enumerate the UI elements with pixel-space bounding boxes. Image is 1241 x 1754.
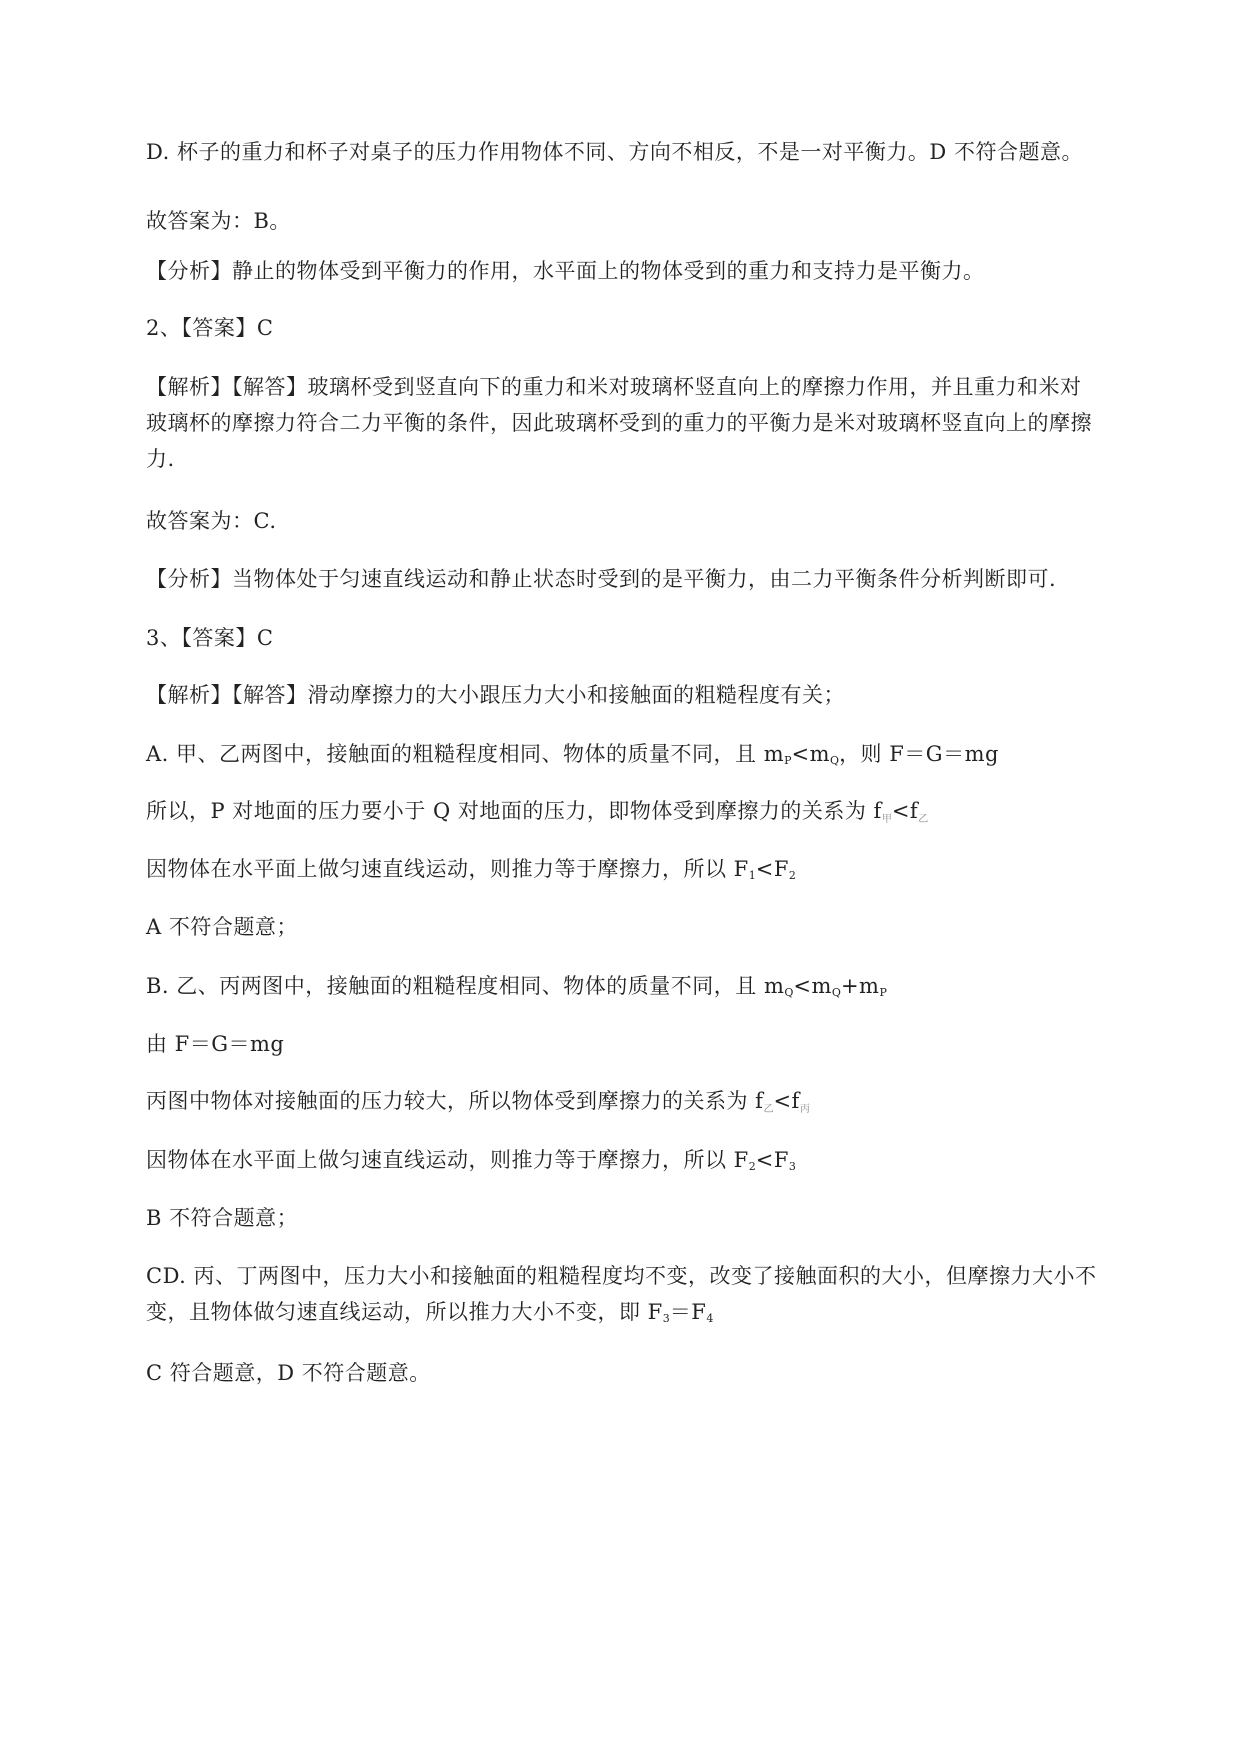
solution-q3-pressure-compare: 所以，P 对地面的压力要小于 Q 对地面的压力，即物体受到摩擦力的关系为 $f_甲<f_乙$ (146, 799, 929, 825)
solution-q3-force-compare-1: 因物体在水平面上做匀速直线运动，则推力等于摩擦力，所以 $F_1<F_2$ (146, 857, 796, 882)
solution-q3-intro: 【解析】【解答】滑动摩擦力的大小跟压力大小和接触面的粗糙程度有关； (146, 683, 845, 707)
solution-q2-line2: 玻璃杯的摩擦力符合二力平衡的条件，因此玻璃杯受到的重力的平衡力是米对玻璃杯竖直向上的摩擦 (146, 411, 1092, 435)
solution-q3-final-verdict: C 符合题意，D 不符合题意。 (146, 1361, 431, 1385)
solution-q3-option-a: A. 甲、乙两图中，接触面的粗糙程度相同、物体的质量不同，且 $m_P<m_Q$，则 F＝G＝mg (146, 742, 999, 767)
answer-heading-q3: 3、【答案】C (146, 626, 274, 650)
paragraph-option-d: D. 杯子的重力和杯子对桌子的压力作用物体不同、方向不相反，不是一对平衡力。D 不符合题意。 (146, 140, 1083, 164)
solution-q3-force-compare-2: 因物体在水平面上做匀速直线运动，则推力等于摩擦力，所以 $F_2<F_3$ (146, 1148, 796, 1173)
solution-q3-option-cd-line1: CD. 丙、丁两图中，压力大小和接触面的粗糙程度均不变，改变了接触面积的大小，但摩擦力大小不 (146, 1264, 1097, 1288)
solution-q3-option-a-verdict: A 不符合题意； (146, 915, 298, 939)
solution-q3-option-cd-line2: 变，且物体做匀速直线运动，所以推力大小不变，即 $F_3=F_4$ (146, 1300, 714, 1325)
solution-q3-option-b-verdict: B 不符合题意； (146, 1206, 299, 1230)
answer-heading-q2: 2、【答案】C (146, 316, 274, 340)
solution-q3-option-b: B. 乙、丙两图中，接触面的粗糙程度相同、物体的质量不同，且 $m_Q<m_Q+m_P$ (146, 974, 887, 999)
answer-line-q2: 故答案为：C. (146, 509, 277, 533)
solution-q3-friction-compare: 丙图中物体对接触面的压力较大，所以物体受到摩擦力的关系为 $f_乙<f_丙$ (146, 1089, 810, 1115)
solution-q2-line3: 力. (146, 447, 175, 471)
analysis-q2: 【分析】当物体处于匀速直线运动和静止状态时受到的是平衡力，由二力平衡条件分析判断即可. (146, 567, 1057, 591)
answer-line-q1: 故答案为：B。 (146, 209, 291, 233)
solution-q3-formula: 由 F＝G＝mg (146, 1032, 285, 1056)
solution-q2-line1: 【解析】【解答】玻璃杯受到竖直向下的重力和米对玻璃杯竖直向上的摩擦力作用，并且重力和米对 (146, 375, 1082, 399)
analysis-q1: 【分析】静止的物体受到平衡力的作用，水平面上的物体受到的重力和支持力是平衡力。 (146, 259, 985, 283)
